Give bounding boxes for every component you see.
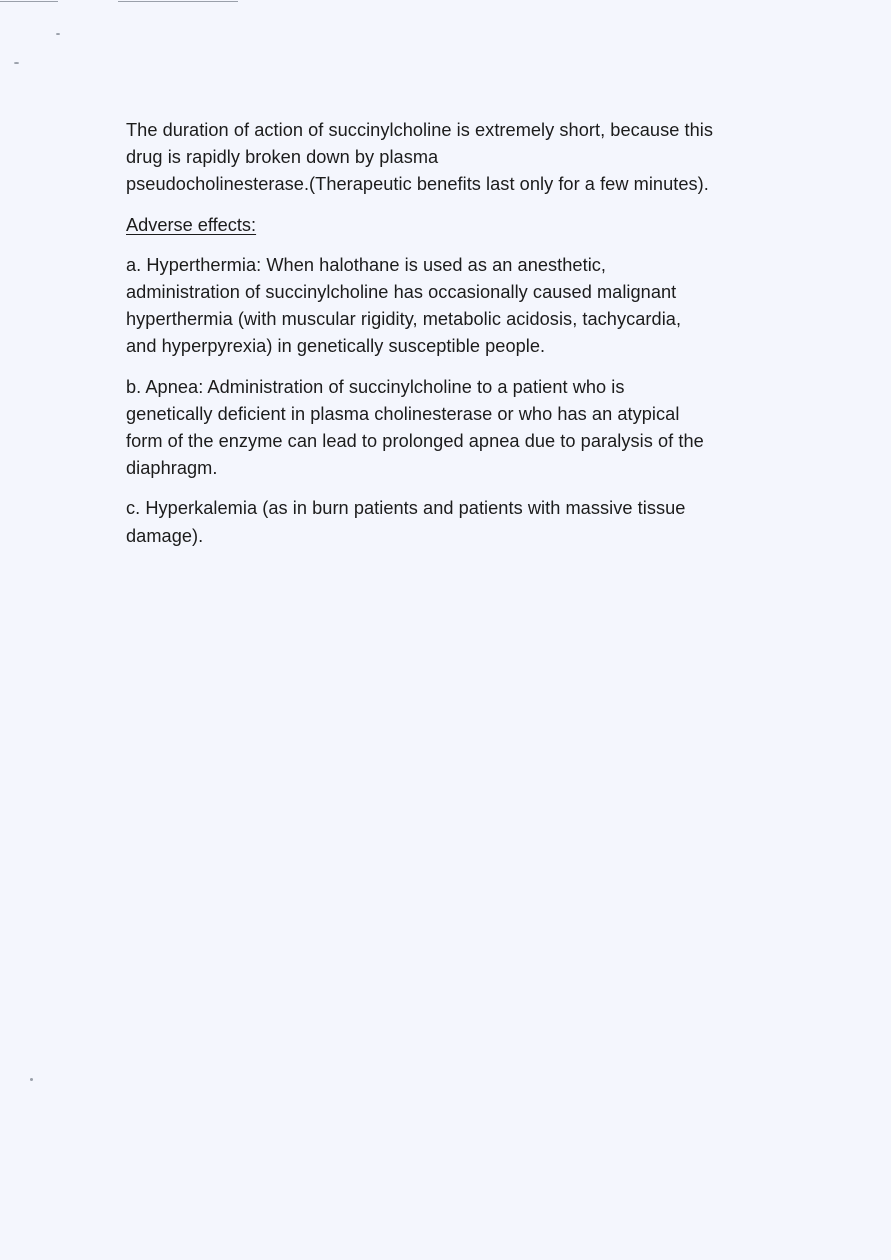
scan-speck — [30, 1078, 33, 1081]
scan-speck — [14, 62, 19, 64]
scan-edge-line — [0, 1, 58, 2]
list-item-hyperkalemia: c. Hyperkalemia (as in burn patients and patients with massive tissue damage). — [126, 498, 686, 546]
list-item-apnea: b. Apnea: Administration of succinylcholine to a patient who is genetically deficient in plasma cholinesterase or who has an atypical form of the enzyme can lead to prolonged apnea due to paralysis of the diaphragm. — [126, 376, 704, 479]
intro-paragraph: The duration of action of succinylcholine is extremely short, because this drug is rapidly broken down by plasma pseudocholinesterase.(Therapeutic benefits last only for a few minutes). — [126, 120, 714, 195]
scan-edge-line — [118, 1, 238, 2]
section-heading-adverse-effects: Adverse effects: — [126, 214, 257, 235]
list-item-hyperthermia: a. Hyperthermia: When halothane is used as an anesthetic, administration of succinylcholine has occasionally caused malignant hyperthermia (with muscular rigidity, metabolic acidosis, tachycardia, and hyperpyrexia) in genetically susceptible people. — [126, 254, 682, 357]
scan-speck — [56, 33, 60, 35]
document-body — [126, 117, 766, 563]
